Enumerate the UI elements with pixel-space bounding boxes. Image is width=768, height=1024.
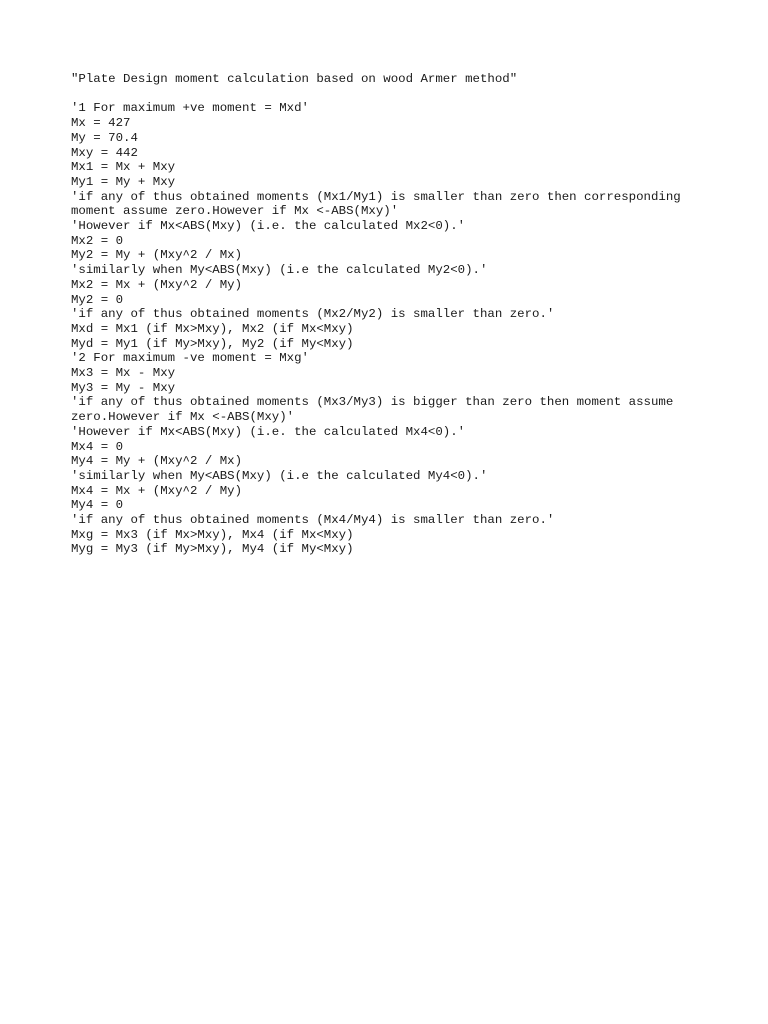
text-line: My2 = My + (Mxy^2 / Mx) bbox=[71, 248, 243, 263]
text-line: 'similarly when My<ABS(Mxy) (i.e the calculated My2<0).' bbox=[71, 263, 488, 278]
text-line: My4 = 0 bbox=[71, 498, 124, 513]
text-line: Mxd = Mx1 (if Mx>Mxy), Mx2 (if Mx<Mxy) bbox=[71, 321, 354, 336]
text-line: Mx4 = 0 bbox=[71, 439, 124, 454]
text-line: 'if any of thus obtained moments (Mx2/My2) is smaller than zero.' bbox=[71, 307, 555, 322]
text-line: 'However if Mx<ABS(Mxy) (i.e. the calculated Mx2<0).' bbox=[71, 219, 466, 234]
text-line: 'similarly when My<ABS(Mxy) (i.e the calculated My4<0).' bbox=[71, 468, 488, 483]
text-line: My2 = 0 bbox=[71, 292, 124, 307]
text-line: '2 For maximum -ve moment = Mxg' bbox=[71, 351, 309, 366]
text-line: Mx4 = Mx + (Mxy^2 / My) bbox=[71, 483, 243, 498]
text-line: Myg = My3 (if My>Mxy), My4 (if My<Mxy) bbox=[71, 542, 354, 557]
text-line: 'However if Mx<ABS(Mxy) (i.e. the calculated Mx4<0).' bbox=[71, 424, 466, 439]
text-line: My3 = My - Mxy bbox=[71, 380, 176, 395]
text-line: Mx2 = 0 bbox=[71, 233, 124, 248]
text-line: Mxg = Mx3 (if Mx>Mxy), Mx4 (if Mx<Mxy) bbox=[71, 527, 354, 542]
document-title: "Plate Design moment calculation based on wood Armer method" bbox=[71, 72, 518, 86]
text-line: My4 = My + (Mxy^2 / Mx) bbox=[71, 454, 243, 469]
text-line: Mx1 = Mx + Mxy bbox=[71, 160, 176, 175]
text-line: 'if any of thus obtained moments (Mx3/My3) is bigger than zero then moment assume zero.However if Mx <-ABS(Mxy)' bbox=[71, 395, 681, 425]
text-line: My1 = My + Mxy bbox=[71, 174, 176, 189]
text-line: '1 For maximum +ve moment = Mxd' bbox=[71, 101, 309, 116]
text-line: 'if any of thus obtained moments (Mx4/My4) is smaller than zero.' bbox=[71, 513, 555, 528]
text-line: Mx2 = Mx + (Mxy^2 / My) bbox=[71, 277, 243, 292]
text-line: Myd = My1 (if My>Mxy), My2 (if My<Mxy) bbox=[71, 336, 354, 351]
document-body bbox=[71, 72, 731, 557]
text-line: Mxy = 442 bbox=[71, 145, 138, 160]
text-line: Mx = 427 bbox=[71, 116, 131, 131]
text-line: Mx3 = Mx - Mxy bbox=[71, 366, 176, 381]
document-lines bbox=[71, 101, 731, 557]
text-line: My = 70.4 bbox=[71, 130, 138, 145]
text-line: 'if any of thus obtained moments (Mx1/My1) is smaller than zero then corresponding moment assume zero.However if Mx <-ABS(Mxy)' bbox=[71, 189, 689, 219]
